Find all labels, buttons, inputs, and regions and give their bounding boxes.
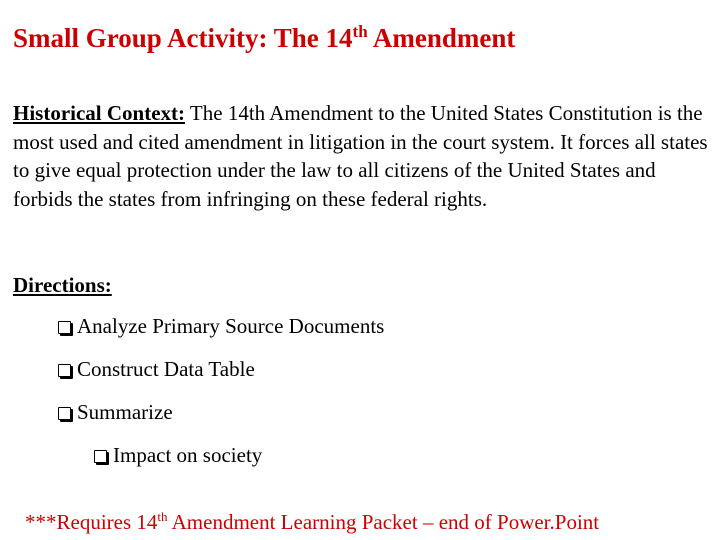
directions-item-analyze (58, 312, 384, 340)
historical-context-label: Historical Context: (13, 101, 186, 125)
directions-label: Directions: (13, 273, 112, 297)
title-suffix: Amendment (367, 23, 516, 53)
directions-item-construct (58, 355, 255, 383)
checkbox-icon (58, 321, 71, 334)
directions-subitem-impact (94, 441, 262, 469)
footer-prefix: ***Requires 14 (25, 510, 158, 534)
title-superscript: th (352, 22, 368, 41)
historical-context-text: The 14th Amendment to the United States Constitution is the most used and cited amendment in litigation in the court system. It forces all states to give equal protection under the law to all citizens of the United States and forbids the states from infringing on these federal rights. (13, 101, 708, 211)
footer-note (25, 508, 599, 536)
footer-superscript: th (157, 509, 168, 524)
page-title (13, 20, 515, 56)
title-prefix: Small Group Activity: The 14 (13, 23, 353, 53)
historical-context (13, 99, 708, 213)
footer-suffix: Amendment Learning Packet – end of Power.Point (167, 510, 600, 534)
directions-item-label: Construct Data Table (77, 357, 255, 381)
checkbox-icon (94, 450, 107, 463)
directions-item-label: Analyze Primary Source Documents (77, 314, 385, 338)
directions-item-label: Impact on society (113, 443, 263, 467)
directions-item-summarize (58, 398, 173, 426)
checkbox-icon (58, 364, 71, 377)
directions-item-label: Summarize (77, 400, 173, 424)
checkbox-icon (58, 407, 71, 420)
